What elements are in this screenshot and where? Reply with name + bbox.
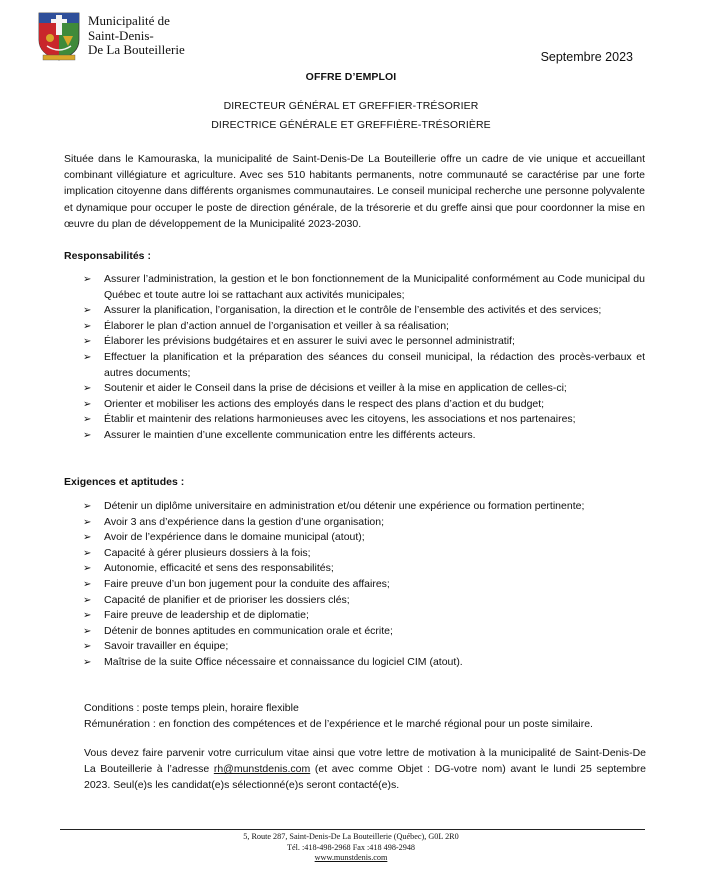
remuneration-text: Rémunération : en fonction des compétences et de l’expérience et le marché régional pour un poste similaire. [84, 718, 593, 730]
list-item-text: Élaborer le plan d’action annuel de l’organisation et veiller à sa réalisation; [104, 319, 449, 332]
municipality-name [88, 14, 185, 58]
municipality-name-line-2: Saint-Denis- [88, 27, 154, 43]
arrow-bullet-icon: ➢ [83, 398, 92, 410]
list-item [64, 412, 645, 428]
list-item-text: Savoir travailler en équipe; [104, 640, 229, 653]
arrow-bullet-icon: ➢ [83, 656, 92, 668]
arrow-bullet-icon: ➢ [83, 610, 92, 622]
list-item-text: Avoir 3 ans d’expérience dans la gestion d’une organisation; [104, 515, 384, 528]
responsibilities-heading: Responsabilités : [64, 250, 151, 262]
list-item [64, 397, 645, 413]
list-item-text: Assurer la planification, l’organisation, la direction et le contrôle de l’ensemble des activités et des services; [104, 304, 602, 317]
list-item-text: Élaborer les prévisions budgétaires et en assurer le suivi avec le personnel administratif; [104, 335, 515, 348]
list-item [64, 381, 645, 397]
document-date: Septembre 2023 [540, 50, 633, 64]
arrow-bullet-icon: ➢ [83, 383, 92, 395]
list-item-text: Capacité à gérer plusieurs dossiers à la fois; [104, 546, 311, 559]
list-item [64, 624, 645, 640]
arrow-bullet-icon: ➢ [83, 625, 92, 637]
municipality-name-line-1: Municipalité de [88, 13, 170, 28]
list-item-text: Soutenir et aider le Conseil dans la prise de décisions et veiller à la mise en application de celles-ci; [104, 382, 567, 395]
list-item-text: Orienter et mobiliser les actions des employés dans le respect des plans d’action et du budget; [104, 397, 545, 410]
list-item [64, 350, 645, 381]
arrow-bullet-icon: ➢ [83, 547, 92, 559]
arrow-bullet-icon: ➢ [83, 516, 92, 528]
closing-text-before-email: Vous devez faire parvenir votre curriculum vitae ainsi que votre lettre de motivation à la municipalité de Saint-Denis-De La Bouteillerie à l’adresse [84, 747, 646, 776]
list-item [64, 515, 645, 531]
list-item-text: Faire preuve d’un bon jugement pour la conduite des affaires; [104, 577, 390, 590]
offer-title: OFFRE D’EMPLOI [305, 71, 397, 83]
requirements-heading: Exigences et aptitudes : [64, 476, 185, 488]
position-title-feminine: DIRECTRICE GÉNÉRALE ET GREFFIÈRE-TRÉSORIÈRE [211, 119, 491, 131]
arrow-bullet-icon: ➢ [83, 429, 92, 441]
list-item [64, 428, 645, 444]
list-item-text: Détenir de bonnes aptitudes en communication orale et écrite; [104, 624, 393, 637]
municipality-name-line-3: De La Bouteillerie [88, 42, 185, 57]
municipal-coat-of-arms-logo [35, 10, 83, 62]
application-instructions [84, 745, 646, 794]
list-item [64, 546, 645, 562]
list-item-text: Effectuer la planification et la préparation des séances du conseil municipal, la rédaction des procès-verbaux et autres documents; [104, 350, 645, 379]
list-item-text: Maîtrise de la suite Office nécessaire et connaissance du logiciel CIM (atout). [104, 655, 463, 668]
arrow-bullet-icon: ➢ [83, 501, 92, 512]
conditions-text: Conditions : poste temps plein, horaire flexible [84, 702, 299, 714]
list-item [64, 608, 645, 624]
list-item [64, 303, 645, 319]
contact-email-link[interactable]: rh@munstdenis.com [213, 763, 311, 776]
list-item-text: Faire preuve de leadership et de diplomatie; [104, 609, 309, 622]
list-item-text: Établir et maintenir des relations harmonieuses avec les citoyens, les associations et nos partenaires; [104, 413, 576, 426]
list-item [64, 639, 645, 655]
list-item-text: Autonomie, efficacité et sens des responsabilités; [104, 562, 334, 575]
list-item-text: Détenir un diplôme universitaire en administration et/ou détenir une expérience ou formation pertinente; [104, 500, 585, 512]
list-item [64, 593, 645, 609]
list-item [64, 272, 645, 303]
list-item [64, 334, 645, 350]
arrow-bullet-icon: ➢ [83, 274, 92, 285]
arrow-bullet-icon: ➢ [83, 351, 92, 363]
position-title-masculine: DIRECTEUR GÉNÉRAL ET GREFFIER-TRÉSORIER [223, 100, 479, 112]
list-item [64, 499, 645, 515]
footer-website-link[interactable]: www.munstdenis.com [314, 853, 388, 862]
footer [0, 832, 702, 864]
footer-address: 5, Route 287, Saint-Denis-De La Bouteillerie (Québec), G0L 2R0 [243, 832, 459, 841]
footer-phone-fax: Tél. :418-498-2968 Fax :418 498-2948 [286, 842, 416, 852]
footer-divider [60, 829, 645, 830]
list-item [64, 655, 645, 671]
arrow-bullet-icon: ➢ [83, 320, 92, 332]
responsibilities-list [64, 272, 645, 444]
closing-text-after-email: (et avec comme Objet : DG-votre nom) avant le lundi 25 septembre 2023. Seul(e)s les candidat(e)s sélectionné(e)s seront contacté(e)s. [84, 763, 647, 792]
arrow-bullet-icon: ➢ [83, 305, 92, 317]
list-item-text: Capacité de planifier et de prioriser les dossiers clés; [104, 593, 350, 606]
arrow-bullet-icon: ➢ [83, 641, 92, 653]
list-item [64, 530, 645, 546]
arrow-bullet-icon: ➢ [83, 563, 92, 575]
arrow-bullet-icon: ➢ [83, 532, 92, 544]
list-item-text: Avoir de l’expérience dans le domaine municipal (atout); [104, 531, 365, 544]
list-item-text: Assurer le maintien d’une excellente communication entre les différents acteurs. [104, 428, 476, 441]
requirements-list [64, 499, 645, 671]
list-item [64, 577, 645, 593]
intro-paragraph: Située dans le Kamouraska, la municipalité de Saint-Denis-De La Bouteillerie offre un cadre de vie unique et accueillant combinant villégiature et agriculture. Avec ses 510 habitants permanents, notre communauté se caractérise par une forte implication citoyenne dans différents organismes communautaires. Le conseil municipal recherche une personne polyvalente et dynamique pour occuper le poste de direction générale, de la trésorerie et du greffe ainsi que pour coordonner la mise en œuvre du plan de développement de la Municipalité 2023-2030. [64, 153, 645, 230]
list-item [64, 561, 645, 577]
arrow-bullet-icon: ➢ [83, 414, 92, 426]
arrow-bullet-icon: ➢ [83, 594, 92, 606]
list-item-text: Assurer l’administration, la gestion et le bon fonctionnement de la Municipalité conformément au Code municipal du Québec et toute autre loi se rattachant aux activités municipales; [104, 273, 645, 301]
arrow-bullet-icon: ➢ [83, 336, 92, 348]
list-item [64, 319, 645, 335]
arrow-bullet-icon: ➢ [83, 578, 92, 590]
